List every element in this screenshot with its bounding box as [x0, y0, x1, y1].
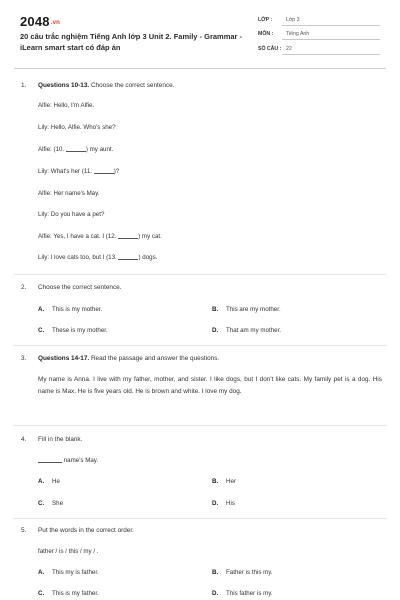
- option-text: That am my mother.: [226, 327, 282, 334]
- answer-option[interactable]: [212, 327, 281, 334]
- meta-key: SỐ CÂU :: [258, 46, 282, 52]
- answer-option[interactable]: [38, 478, 60, 485]
- option-letter: A.: [38, 569, 45, 576]
- dialogue-text: Alfie: (10.: [38, 146, 66, 153]
- fill-blank-prompt: [38, 457, 98, 464]
- answer-option[interactable]: [212, 500, 235, 507]
- option-text: Her: [226, 478, 236, 485]
- meta-value: Tiếng Anh: [286, 31, 310, 37]
- option-letter: B.: [212, 569, 219, 576]
- prompt-text: name's May.: [62, 457, 99, 464]
- dialogue-line: [38, 254, 157, 261]
- answer-option[interactable]: [212, 590, 273, 597]
- option-text: Father is this my.: [226, 569, 273, 576]
- meta-key: LỚP :: [258, 17, 273, 23]
- document-title: 20 câu trắc nghiệm Tiếng Anh lớp 3 Unit 2. Family - Grammar - iLearn smart start có đáp án: [20, 32, 243, 52]
- meta-count: [258, 44, 380, 55]
- blank-line: [94, 168, 114, 174]
- question-instruction: Choose the correct sentence.: [90, 82, 175, 89]
- blank-line: [66, 146, 86, 152]
- option-text: This are my mother.: [226, 306, 281, 313]
- option-text: He: [52, 478, 60, 485]
- option-text: This is my father.: [52, 590, 99, 597]
- answer-option[interactable]: [38, 500, 63, 507]
- dialogue-text: ) my aunt.: [85, 146, 114, 153]
- meta-underline: [282, 39, 380, 40]
- dialogue-text: Lily: I love cats too, but I (13.: [38, 254, 119, 261]
- option-text: This is my mother.: [52, 306, 103, 313]
- word-bank: father / is / this / my / .: [38, 548, 99, 555]
- option-letter: C.: [38, 500, 45, 507]
- blank-line: [118, 233, 138, 239]
- option-letter: B.: [212, 306, 219, 313]
- answer-option[interactable]: [212, 478, 236, 485]
- question-label: Questions 10-13.: [38, 82, 90, 89]
- question-divider: [14, 518, 386, 519]
- dialogue-text: Lily: What's her (11.: [38, 168, 94, 175]
- meta-underline: [282, 25, 380, 26]
- dialogue-text: Alfie: Yes, I have a cat. I (12.: [38, 233, 119, 240]
- meta-value: 22: [286, 46, 292, 52]
- meta-value: Lớp 3: [286, 17, 300, 23]
- option-text: This father is my.: [226, 590, 273, 597]
- dialogue-line: Lily: Hello, Alfie. Who's she?: [38, 124, 116, 131]
- question-1-heading: [38, 82, 174, 89]
- answer-option[interactable]: [38, 306, 102, 313]
- option-letter: C.: [38, 327, 45, 334]
- question-number: 5.: [21, 527, 27, 534]
- question-instruction: Read the passage and answer the questions.: [90, 355, 220, 362]
- dialogue-line: [38, 146, 113, 153]
- question-number: 4.: [21, 436, 27, 443]
- option-letter: D.: [212, 327, 219, 334]
- question-divider: [14, 425, 386, 426]
- option-text: She: [52, 500, 64, 507]
- answer-option[interactable]: [212, 569, 273, 576]
- dialogue-line: [38, 233, 162, 240]
- answer-option[interactable]: [38, 569, 99, 576]
- logo-suffix: .vn: [50, 20, 61, 26]
- header-divider: [14, 68, 386, 69]
- dialogue-text: ) dogs.: [138, 254, 158, 261]
- question-instruction: Fill in the blank.: [38, 436, 83, 443]
- option-letter: A.: [38, 306, 45, 313]
- option-letter: A.: [38, 478, 45, 485]
- option-letter: C.: [38, 590, 45, 597]
- question-instruction: Choose the correct sentence.: [38, 284, 122, 291]
- dialogue-line: Alfie: Her name's May.: [38, 190, 100, 197]
- dialogue-line: Lily: Do you have a pet?: [38, 211, 105, 218]
- option-text: This my is father.: [52, 569, 99, 576]
- logo-number: 2048: [20, 14, 50, 29]
- dialogue-line: Alfie: Hello, I'm Alfie.: [38, 102, 95, 109]
- question-label: Questions 14-17.: [38, 355, 90, 362]
- blank-line: [38, 457, 62, 463]
- reading-passage: My name is Anna. I live with my father, mother, and sister. I like dogs, but I don't like cats. My family pet is a dog. His name is Max. He is five years old. He is brown and white. I love my dog.: [38, 376, 382, 396]
- question-3-heading: [38, 355, 219, 362]
- meta-subject: [258, 29, 380, 40]
- option-text: His: [226, 500, 235, 507]
- option-letter: D.: [212, 500, 219, 507]
- dialogue-text: ) my cat.: [138, 233, 162, 240]
- meta-underline: [282, 54, 380, 55]
- option-text: These is my mother.: [52, 327, 108, 334]
- answer-option[interactable]: [38, 327, 108, 334]
- answer-option[interactable]: [38, 590, 99, 597]
- option-letter: B.: [212, 478, 219, 485]
- meta-key: MÔN :: [258, 31, 274, 37]
- question-number: 2.: [21, 284, 27, 291]
- answer-option[interactable]: [212, 306, 281, 313]
- meta-grade: [258, 15, 380, 26]
- dialogue-line: [38, 168, 119, 175]
- site-logo[interactable]: [20, 14, 60, 29]
- blank-line: [118, 254, 138, 260]
- question-number: 3.: [21, 355, 27, 362]
- question-instruction: Put the words in the correct order.: [38, 527, 134, 534]
- dialogue-text: )?: [113, 168, 120, 175]
- page-header: [0, 0, 400, 68]
- question-number: 1.: [21, 82, 27, 89]
- option-letter: D.: [212, 590, 219, 597]
- question-divider: [14, 274, 386, 275]
- question-divider: [14, 345, 386, 346]
